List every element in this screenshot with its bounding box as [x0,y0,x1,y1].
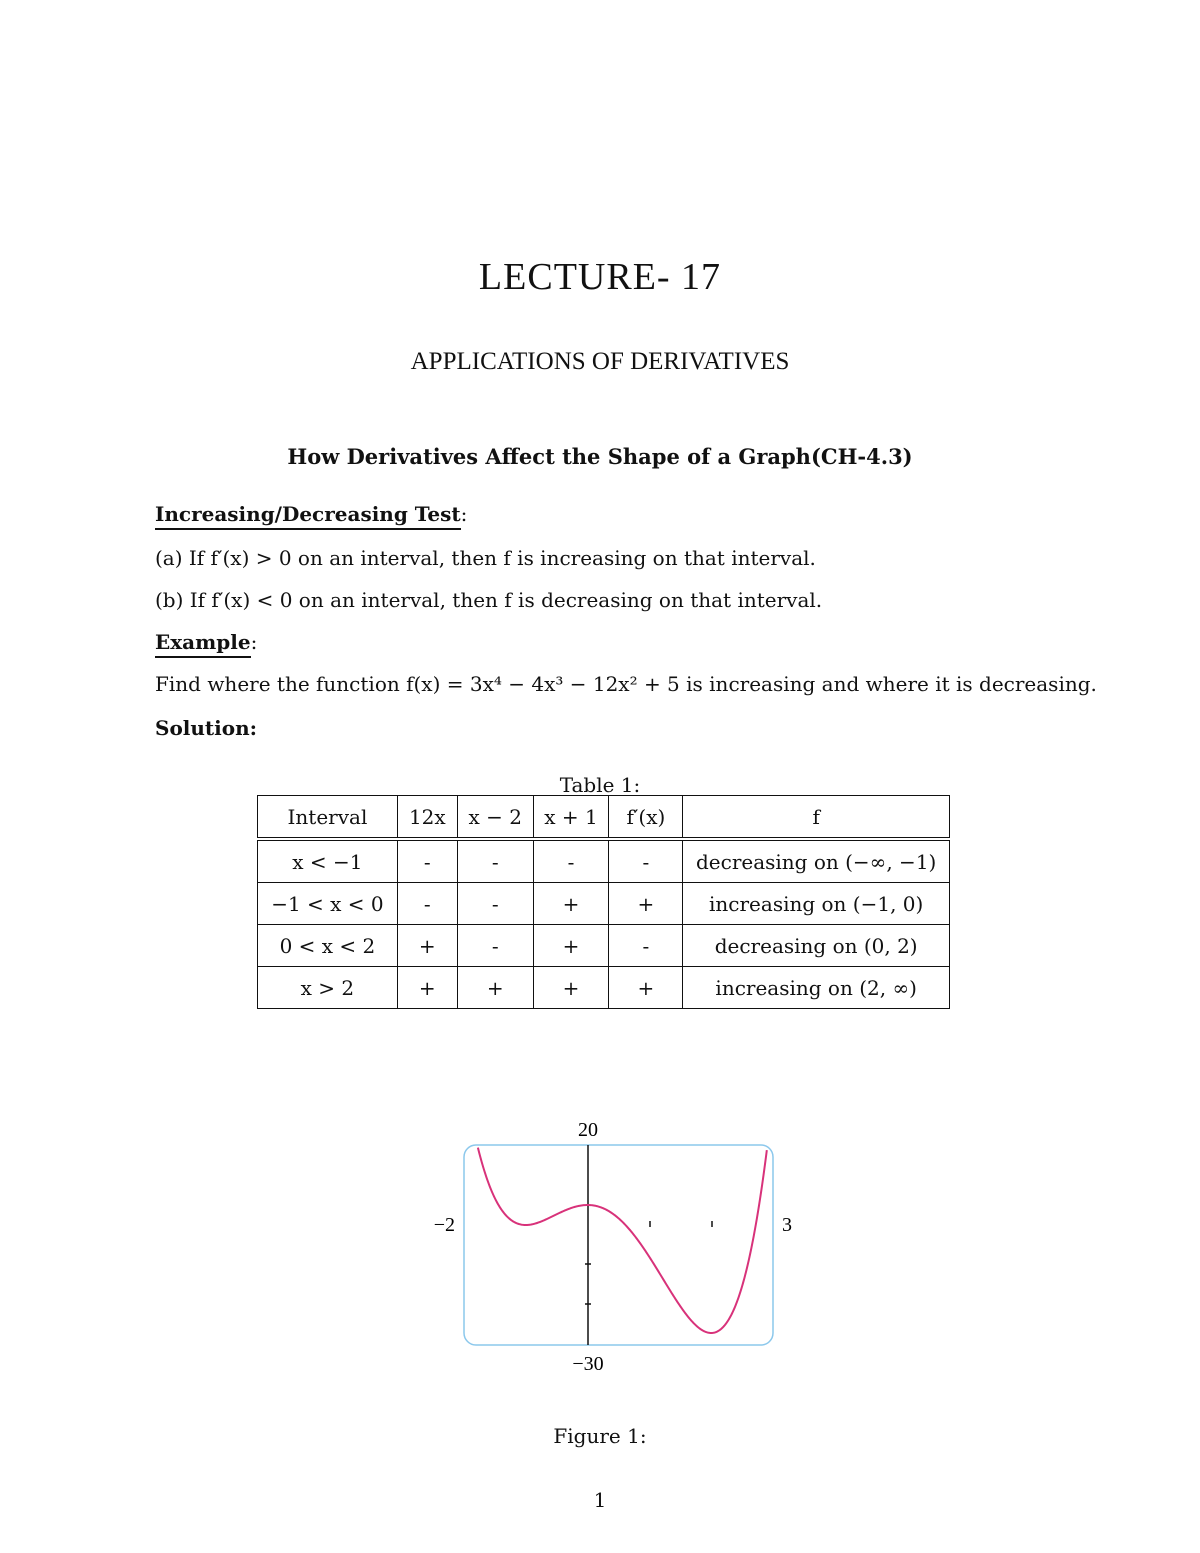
example-heading: Example [155,630,251,658]
table-cell: decreasing on (−∞, −1) [683,839,950,883]
table-cell: - [457,925,533,967]
table-cell: + [457,967,533,1009]
table-cell: - [397,883,457,925]
table-cell: x < −1 [258,839,398,883]
table-cell: - [457,883,533,925]
axis-ticks [585,1221,712,1304]
table-cell: + [397,967,457,1009]
graph-frame [464,1145,773,1345]
sign-table [257,795,950,1009]
table-caption: Table 1: [559,773,641,797]
section-heading: How Derivatives Affect the Shape of a Graph(CH-4.3) [287,444,913,469]
table-cell: + [533,967,609,1009]
table-row [258,925,950,967]
y-max-label: 20 [578,1119,598,1141]
example-heading-line: Example: [155,630,257,654]
x-min-label: −2 [433,1214,455,1236]
table-cell: increasing on (−1, 0) [683,883,950,925]
table-cell: - [457,839,533,883]
table-cell: + [533,883,609,925]
page-number: 1 [593,1488,607,1512]
table-header-cell: x − 2 [457,796,533,840]
table-cell: - [609,925,683,967]
table-cell: + [533,925,609,967]
solution-heading: Solution: [155,716,258,740]
test-heading: Increasing/Decreasing Test [155,502,461,530]
example-text: Find where the function f(x) = 3x⁴ − 4x³ − 12x² + 5 is increasing and where it is decreasing. [155,672,1097,696]
lecture-title: LECTURE- 17 [478,256,722,298]
table-header-cell: Interval [258,796,398,840]
table-header-cell: 12x [397,796,457,840]
table-cell: - [397,839,457,883]
table-header-cell: x + 1 [533,796,609,840]
figure-caption: Figure 1: [553,1424,647,1448]
function-graph [405,1110,805,1380]
y-min-label: −30 [572,1353,604,1375]
table-cell: −1 < x < 0 [258,883,398,925]
lecture-subtitle: APPLICATIONS OF DERIVATIVES [410,348,790,375]
table-cell: decreasing on (0, 2) [683,925,950,967]
table-cell: 0 < x < 2 [258,925,398,967]
test-heading-line: Increasing/Decreasing Test: [155,502,467,526]
table-header-cell: f′(x) [609,796,683,840]
table-cell: - [533,839,609,883]
table-cell: + [609,883,683,925]
table-row [258,839,950,883]
table-cell: increasing on (2, ∞) [683,967,950,1009]
table-header-cell: f [683,796,950,840]
function-curve [478,1148,767,1333]
item-a: (a) If f′(x) > 0 on an interval, then f is increasing on that interval. [155,546,816,570]
item-b: (b) If f′(x) < 0 on an interval, then f is decreasing on that interval. [155,588,823,612]
x-max-label: 3 [782,1214,792,1236]
table-row [258,883,950,925]
table-cell: - [609,839,683,883]
table-row [258,967,950,1009]
table-cell: + [609,967,683,1009]
table-cell: + [397,925,457,967]
table-header-row [258,796,950,840]
table-cell: x > 2 [258,967,398,1009]
